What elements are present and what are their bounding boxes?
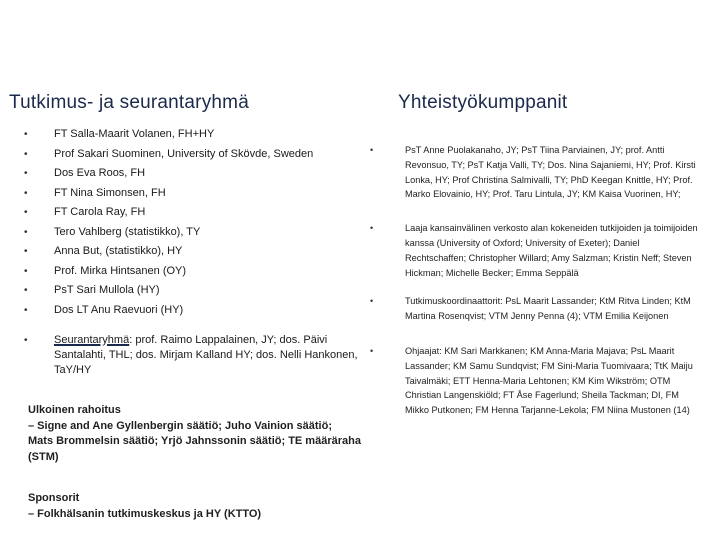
team-member: • FT Carola Ray, FH [24,203,369,223]
external-funding-line: Mats Brommelsin säätiö; Yrjö Jahnssonin säätiö; TE määräraha (STM) [28,435,361,463]
research-group-heading: Tutkimus- ja seurantaryhmä [9,92,249,113]
follow-group-label: Seurantaryhmä [54,334,130,346]
team-member: • Prof. Mirka Hintsanen (OY) [24,262,369,282]
partner-list [370,143,700,418]
team-member: • Dos Eva Roos, FH [24,164,369,184]
team-member: • Anna But, (statistikko), HY [24,242,369,262]
follow-group-members: : prof. Raimo Lappalainen, JY; dos. Päivi Santalahti, THL; dos. Mirjam Kalland HY; dos. Nelli Hankonen, TaY/HY [54,334,358,376]
partners-heading: Yhteistyökumppanit [398,92,568,113]
follow-group-item [24,333,369,378]
bullet-icon: • [370,145,374,155]
bullet-icon: • [370,296,374,307]
external-funding-section [28,403,368,465]
external-funding-title: Ulkoinen rahoitus [28,404,121,416]
bullet-icon: • [24,265,28,277]
sponsors-line: – Folkhälsanin tutkimuskeskus ja HY (KTTO) [28,507,262,520]
bullet-icon: • [24,226,28,238]
partner-item: • Ohjaajat: KM Sari Markkanen; KM Anna-Maria Majava; PsL Maarit Lassander; KM Samu Sundqvist; FM Sini-Maria Tuomivaara; TtK Maiju Taivalmäki; ETT Henna-Maria Lehtonen; KM Kim Wikström; OTM Christian Langenskiöld; FT Åse Fagerlund; Sheila Tackman; DI, FM Mikko Putkonen; FM Henna Tarjanne-Lekola; FM Niina Mustonen (14) [370,345,693,416]
bullet-icon: • [24,335,28,346]
bullet-icon: • [370,223,374,234]
team-member-list [24,125,369,320]
sponsors-section [28,491,368,522]
team-member: • PsT Sari Mullola (HY) [24,281,369,301]
bullet-icon: • [370,345,374,356]
partner-item: • Tutkimuskoordinaattorit: PsL Maarit Lassander; KtM Ritva Linden; KtM Martina Rosenqvist; VTM Jenny Penna (4); VTM Emilia Keijonen [370,296,691,322]
partner-item: • Laaja kansainvälinen verkosto alan kokeneiden tutkijoiden ja toimijoiden kanssa (University of Oxford; University of Exeter); Daniel Rechtschaffen; Christopher Willard; Amy Salzman; Kristin Neff; Steven Hickman; Michelle Becker; Emma Seppälä [370,223,698,278]
team-member: • FT Nina Simonsen, FH [24,184,369,204]
external-funding-line: – Signe and Ane Gyllenbergin säätiö; Juho Vainion säätiö; [28,419,332,432]
bullet-icon: • [24,304,28,316]
team-member: • Dos LT Anu Raevuori (HY) [24,301,369,321]
bullet-icon: • [24,207,28,218]
bullet-icon: • [24,168,28,179]
bullet-icon: • [24,187,28,199]
sponsors-title: Sponsorit [28,492,80,504]
bullet-icon: • [24,129,28,140]
bullet-icon: • [24,285,28,296]
team-member: • FT Salla-Maarit Volanen, FH+HY [24,125,369,145]
bullet-icon: • [24,246,28,257]
team-member: • Prof Sakari Suominen, University of Skövde, Sweden [24,145,369,165]
bullet-icon: • [24,148,28,160]
team-member: • Tero Vahlberg (statistikko), TY [24,223,369,243]
partner-item: • PsT Anne Puolakanaho, JY; PsT Tiina Parviainen, JY; prof. Antti Revonsuo, TY; PsT Katja Valli, TY; Dos. Nina Sajaniemi, HY; Prof. Kirsti Lonka, HY; Prof Christina Salmivalli, TY; PhD Keegan Knittle, HY; Prof. Marko Elovainio, HY; Prof. Taru Lintula, JY; KM Kaisa Vuorinen, HY; [370,145,696,200]
